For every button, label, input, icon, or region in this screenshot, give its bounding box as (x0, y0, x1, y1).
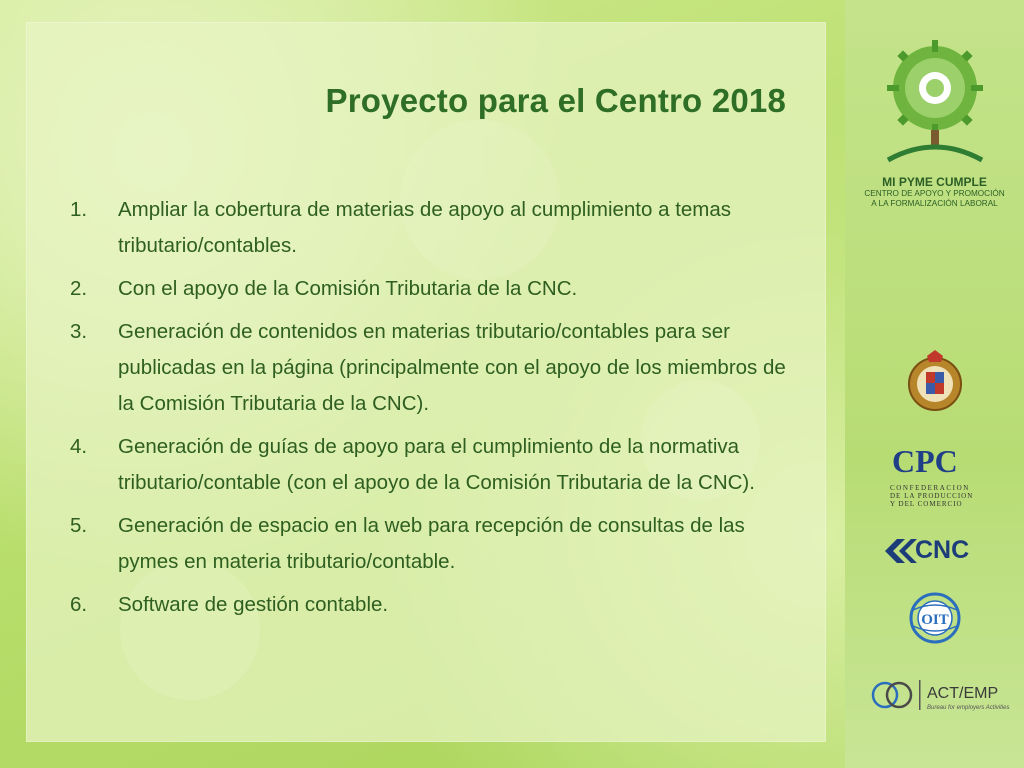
brand-subtitle: CENTRO DE APOYO Y PROMOCIÓN (864, 189, 1005, 198)
list-number: 3. (70, 320, 88, 343)
brand-name: MI PYME CUMPLE (882, 175, 987, 189)
list-text: Generación de espacio en la web para recepción de consultas de las pymes en materia tributario/contable. (118, 514, 745, 573)
slide-title: Proyecto para el Centro 2018 (325, 82, 786, 119)
list-text: Generación de contenidos en materias tributario/contables para ser publicadas en la página (principalmente con el apoyo de los miembros de la Comisión Tributaria de la CNC). (118, 320, 786, 415)
list-number: 6. (70, 593, 88, 616)
cnc-label: CNC (915, 536, 970, 564)
oit-globe-icon (905, 590, 965, 646)
oit-label: OIT (921, 612, 949, 628)
tree-logo-icon (870, 36, 1000, 166)
list-item (70, 508, 800, 580)
act-emp-subtitle: Bureau for employers Activities (927, 705, 1010, 711)
list-item (70, 429, 800, 501)
cpc-line: Y DEL COMERCIO (890, 500, 963, 508)
list-item (70, 314, 800, 422)
cpc-acronym-mark (890, 445, 976, 477)
cnc-chevron-icon (881, 537, 917, 565)
list-item (70, 192, 800, 264)
cpc-logo (890, 445, 980, 508)
numbered-list (70, 192, 800, 630)
act-emp-logo (867, 676, 1017, 716)
university-crest-icon (907, 348, 963, 414)
list-number: 1. (70, 198, 88, 221)
list-number: 2. (70, 277, 88, 300)
logo-sidebar (845, 0, 1024, 768)
act-emp-globe-icon (873, 683, 911, 707)
cpc-line: DE LA PRODUCCION (890, 492, 974, 500)
list-item (70, 271, 800, 307)
cpc-line: CONFEDERACION (890, 484, 970, 492)
list-text: Software de gestión contable. (118, 593, 389, 616)
cnc-logo (881, 536, 991, 566)
act-emp-label: ACT/EMP (927, 685, 999, 702)
list-text: Generación de guías de apoyo para el cumplimiento de la normativa tributario/contable (con el apoyo de la Comisión Tributaria de la CNC). (118, 435, 755, 494)
content-panel (26, 22, 826, 742)
list-number: 4. (70, 435, 88, 458)
list-item (70, 587, 800, 623)
list-text: Con el apoyo de la Comisión Tributaria de la CNC. (118, 277, 578, 300)
cpc-acronym: CPC (892, 445, 958, 477)
list-text: Ampliar la cobertura de materias de apoyo al cumplimiento a temas tributario/contables. (118, 198, 732, 257)
brand-subtitle: A LA FORMALIZACIÓN LABORAL (871, 199, 998, 208)
mi-pyme-cumple-logo (845, 36, 1024, 209)
list-number: 5. (70, 514, 88, 537)
